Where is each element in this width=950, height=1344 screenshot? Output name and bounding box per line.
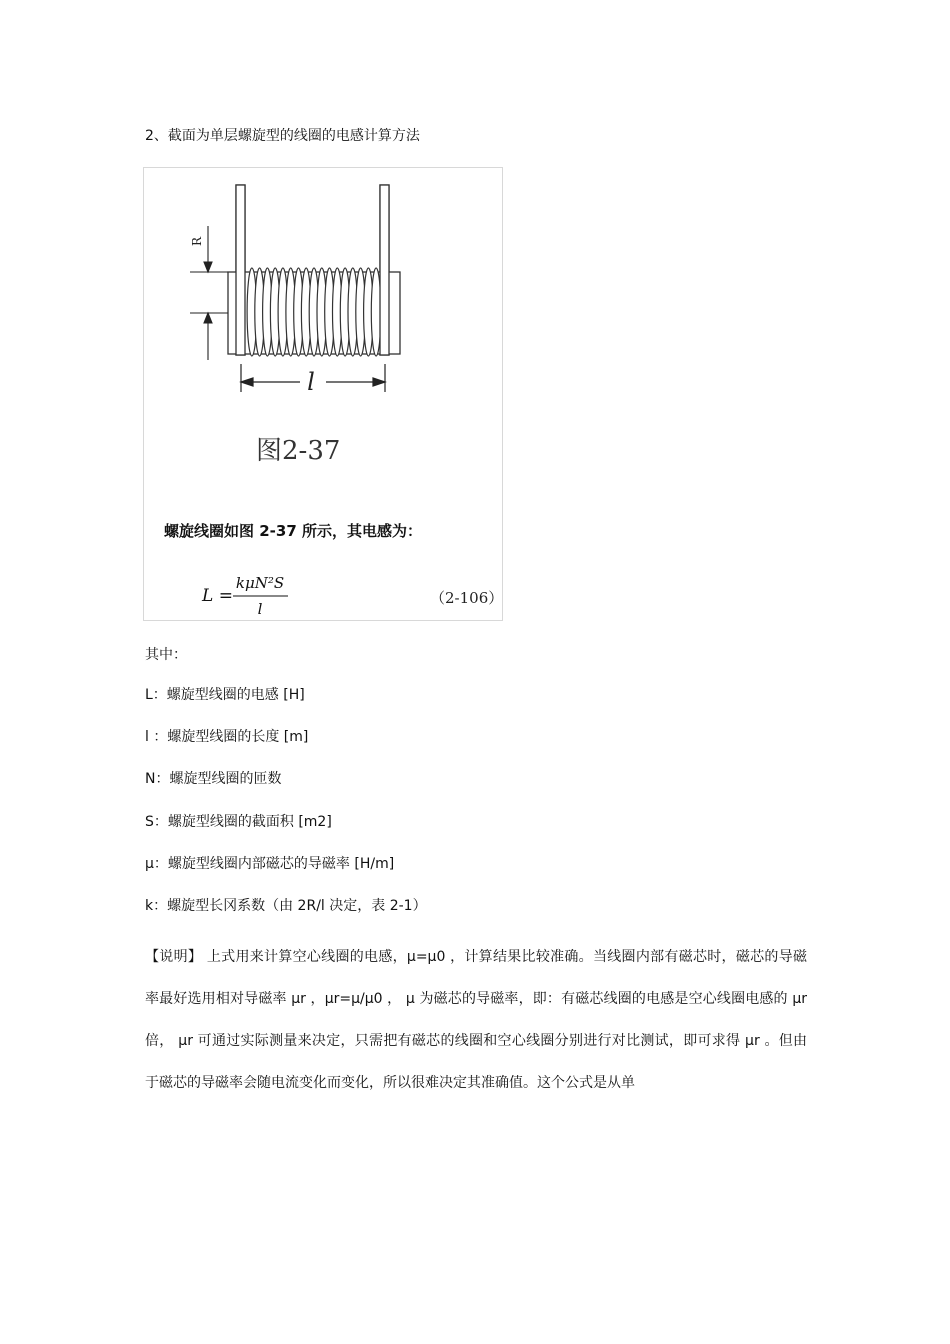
section-heading: 2、截面为单层螺旋型的线圈的电感计算方法 — [145, 128, 420, 144]
explanation-paragraph: 【说明】 上式用来计算空心线圈的电感，μ=μ0 ，计算结果比较准确。当线圈内部有磁芯时，磁芯的导磁率最好选用相对导磁率 μr ，μr=μ/μ0 ， μ 为磁芯的导磁率，即：有磁芯线圈的电感是空心线圈电感的 μr 倍， μr 可通过实际测量来决定，只需把有磁芯的线圈和空心线圈分别进行对比测试，即可求得 μr 。但由于磁芯的导磁率会随电流变化而变化，所以很难决定其准确值。这个公式是从单 — [145, 949, 807, 1091]
formula-denominator: l — [257, 600, 263, 618]
equation-label: （2-106） — [430, 589, 504, 607]
formula-lhs: L = — [202, 586, 233, 606]
definition-item: N：螺旋型线圈的匝数 — [145, 771, 282, 787]
definitions-intro: 其中： — [145, 647, 187, 663]
length-label: l — [307, 368, 315, 396]
definition-item: l ：螺旋型线圈的长度 [m] — [145, 729, 309, 745]
formula-numerator: kμN²S — [235, 574, 285, 592]
coil-figure — [143, 167, 503, 621]
definition-item: S：螺旋型线圈的截面积 [m2] — [145, 814, 332, 830]
coil-diagram — [144, 168, 502, 620]
coil-windings — [247, 268, 381, 356]
definition-item: μ：螺旋型线圈内部磁芯的导磁率 [H/m] — [145, 856, 395, 872]
definition-item: L：螺旋型线圈的电感 [H] — [145, 687, 305, 703]
definition-item: k：螺旋型长冈系数（由 2R/l 决定，表 2-1） — [145, 898, 427, 914]
figure-caption: 图2-37 — [256, 436, 341, 466]
radius-label: R — [190, 236, 204, 246]
inductance-formula — [201, 574, 288, 618]
figure-sentence: 螺旋线圈如图 2-37 所示，其电感为： — [164, 522, 422, 540]
